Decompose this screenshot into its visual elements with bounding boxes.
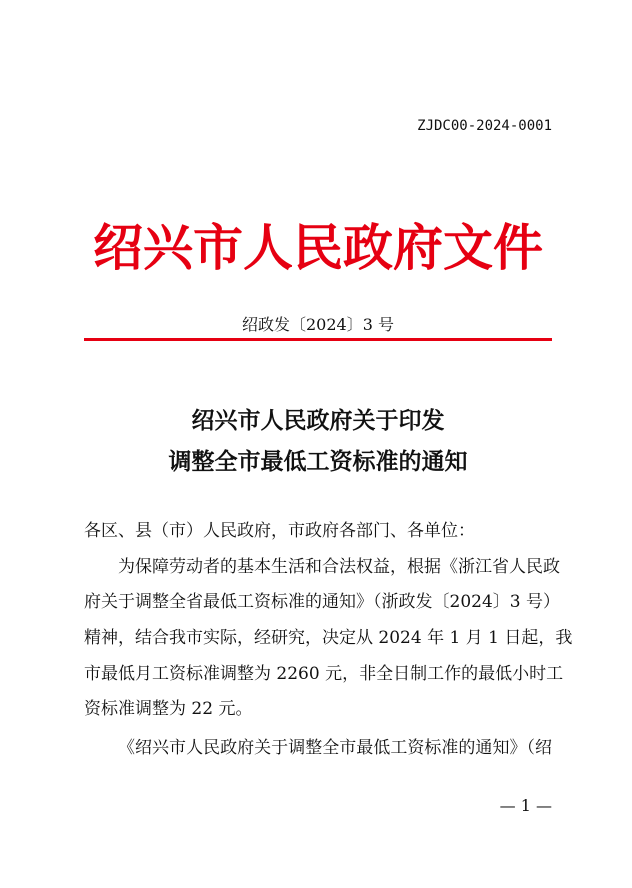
addressee: 各区、县（市）人民政府，市政府各部门、各单位：: [84, 521, 475, 541]
title-line-2: 调整全市最低工资标准的通知: [168, 448, 468, 475]
body-line: 为保障劳动者的基本生活和合法权益，根据《浙江省人民政: [118, 557, 560, 577]
body-line: 市最低月工资标准调整为 2260 元，非全日制工作的最低小时工: [84, 664, 564, 684]
body-line: 《绍兴市人民政府关于调整全市最低工资标准的通知》（绍: [118, 738, 552, 758]
page-number: — 1 —: [499, 796, 552, 815]
title-line-1: 绍兴市人民政府关于印发: [191, 407, 445, 434]
issuer-banner: 绍兴市人民政府文件: [93, 219, 543, 277]
body-line: 精神，结合我市实际，经研究，决定从 2024 年 1 月 1 日起，我: [84, 628, 573, 648]
body-line: 府关于调整全省最低工资标准的通知》（浙政发〔2024〕3 号）: [84, 592, 560, 612]
document-code: ZJDC00-2024-0001: [417, 118, 552, 134]
body-line: 资标准调整为 22 元。: [84, 699, 253, 719]
document-number: 绍政发〔2024〕3 号: [242, 315, 394, 334]
red-divider: [84, 338, 552, 341]
